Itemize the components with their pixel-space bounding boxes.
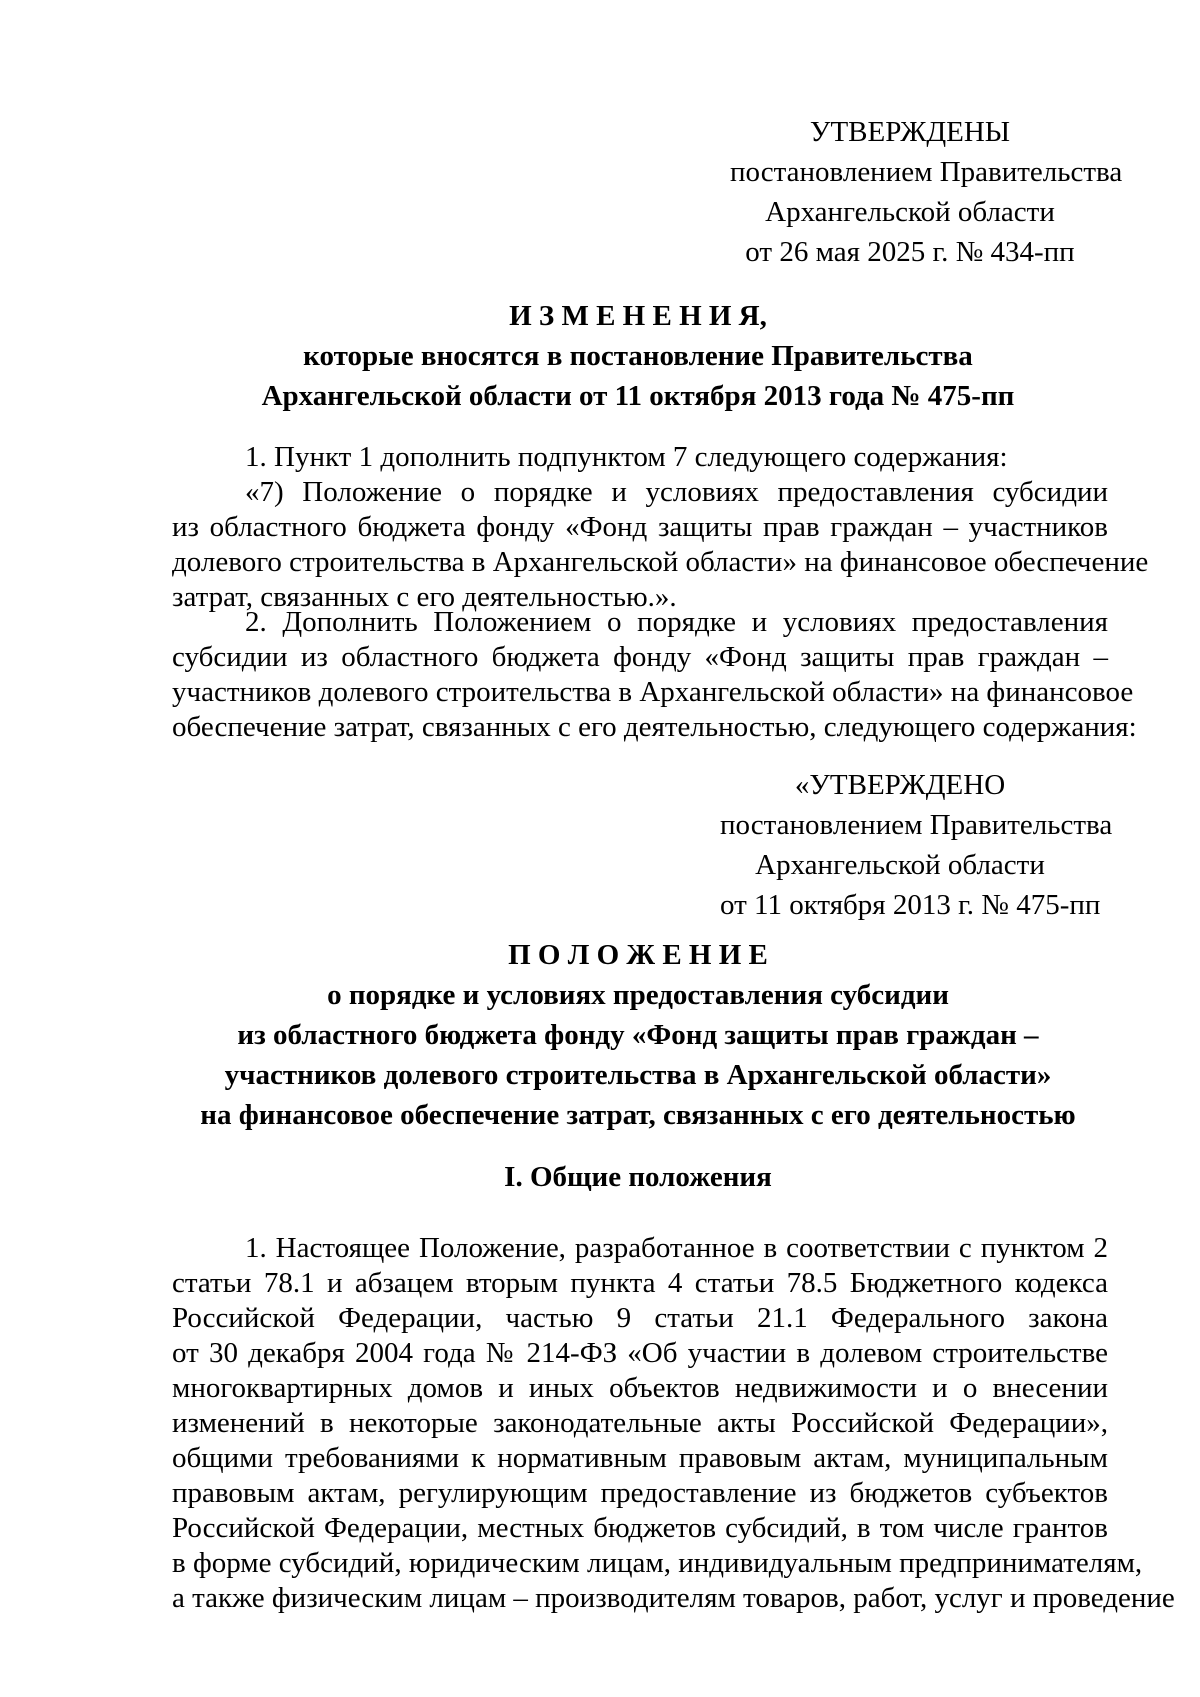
approval-line: постановлением Правительства	[720, 809, 1113, 841]
paragraph-line: участников долевого строительства в Архангельской области» на финансовое	[172, 676, 1134, 708]
paragraph-line: общими требованиями к нормативным правовым актам, муниципальным	[172, 1442, 1108, 1474]
paragraph-line: долевого строительства в Архангельской области» на финансовое обеспечение	[172, 546, 1149, 578]
approval-date-number: от 11 октября 2013 г. № 475-пп	[720, 889, 1101, 921]
amendment-paragraph-2	[172, 605, 1137, 745]
paragraph-line: от 30 декабря 2004 года № 214-ФЗ «Об участии в долевом строительстве	[172, 1337, 1108, 1369]
regulation-subtitle-line: из областного бюджета фонду «Фонд защиты прав граждан –	[237, 1019, 1039, 1051]
approval-line: Архангельской области	[755, 849, 1045, 881]
section-heading	[170, 1157, 1106, 1197]
paragraph-line: статьи 78.1 и абзацем вторым пункта 4 статьи 78.5 Бюджетного кодекса	[172, 1267, 1108, 1299]
paragraph-line: субсидии из областного бюджета фонду «Фонд защиты прав граждан –	[172, 641, 1108, 673]
approval-line: Архангельской области	[765, 196, 1055, 228]
approval-date-number: от 26 мая 2025 г. № 434-пп	[745, 236, 1075, 268]
regulation-heading	[170, 935, 1106, 1135]
amendments-subtitle-line: которые вносятся в постановление Правительства	[303, 340, 973, 372]
section-title: I. Общие положения	[504, 1161, 772, 1193]
regulation-subtitle-line: участников долевого строительства в Архангельской области»	[224, 1059, 1052, 1091]
approval-label: «УТВЕРЖДЕНО	[794, 769, 1006, 801]
approval-quoted-block	[720, 765, 1113, 925]
amendments-title: И З М Е Н Е Н И Я,	[509, 300, 767, 332]
paragraph-line: правовым актам, регулирующим предоставление из бюджетов субъектов	[172, 1477, 1108, 1509]
approval-stamp-block	[730, 112, 1123, 272]
amendment-paragraph-1	[172, 440, 1108, 475]
approval-label: УТВЕРЖДЕНЫ	[809, 116, 1011, 148]
approval-line: постановлением Правительства	[730, 156, 1123, 188]
paragraph-line: а также физическим лицам – производителям товаров, работ, услуг и проведение	[172, 1582, 1175, 1614]
general-provisions-paragraph-1	[172, 1231, 1175, 1616]
paragraph-line: из областного бюджета фонду «Фонд защиты прав граждан – участников	[172, 511, 1108, 543]
paragraph-line: в форме субсидий, юридическим лицам, индивидуальным предпринимателям,	[172, 1547, 1143, 1579]
regulation-subtitle-line: на финансовое обеспечение затрат, связанных с его деятельностью	[200, 1099, 1076, 1131]
amendments-subtitle-line: Архангельской области от 11 октября 2013 года № 475-пп	[261, 380, 1015, 412]
paragraph-line: обеспечение затрат, связанных с его деятельностью, следующего содержания:	[172, 711, 1137, 743]
paragraph-line: изменений в некоторые законодательные акты Российской Федерации»,	[172, 1407, 1108, 1439]
amendment-quoted-text	[172, 475, 1149, 615]
paragraph-line: Российской Федерации, частью 9 статьи 21.1 Федерального закона	[172, 1302, 1108, 1334]
amendments-heading	[170, 296, 1106, 416]
paragraph-line: многоквартирных домов и иных объектов недвижимости и о внесении	[172, 1372, 1108, 1404]
paragraph-line: «7) Положение о порядке и условиях предоставления субсидии	[245, 476, 1108, 508]
regulation-subtitle-line: о порядке и условиях предоставления субсидии	[327, 979, 949, 1011]
paragraph-line: затрат, связанных с его деятельностью.».	[172, 581, 677, 613]
paragraph-line: 2. Дополнить Положением о порядке и условиях предоставления	[245, 606, 1108, 638]
paragraph-line: 1. Пункт 1 дополнить подпунктом 7 следующего содержания:	[245, 441, 1008, 473]
paragraph-line: Российской Федерации, местных бюджетов субсидий, в том числе грантов	[172, 1512, 1108, 1544]
paragraph-line: 1. Настоящее Положение, разработанное в соответствии с пунктом 2	[245, 1232, 1108, 1264]
regulation-title: П О Л О Ж Е Н И Е	[508, 939, 768, 971]
